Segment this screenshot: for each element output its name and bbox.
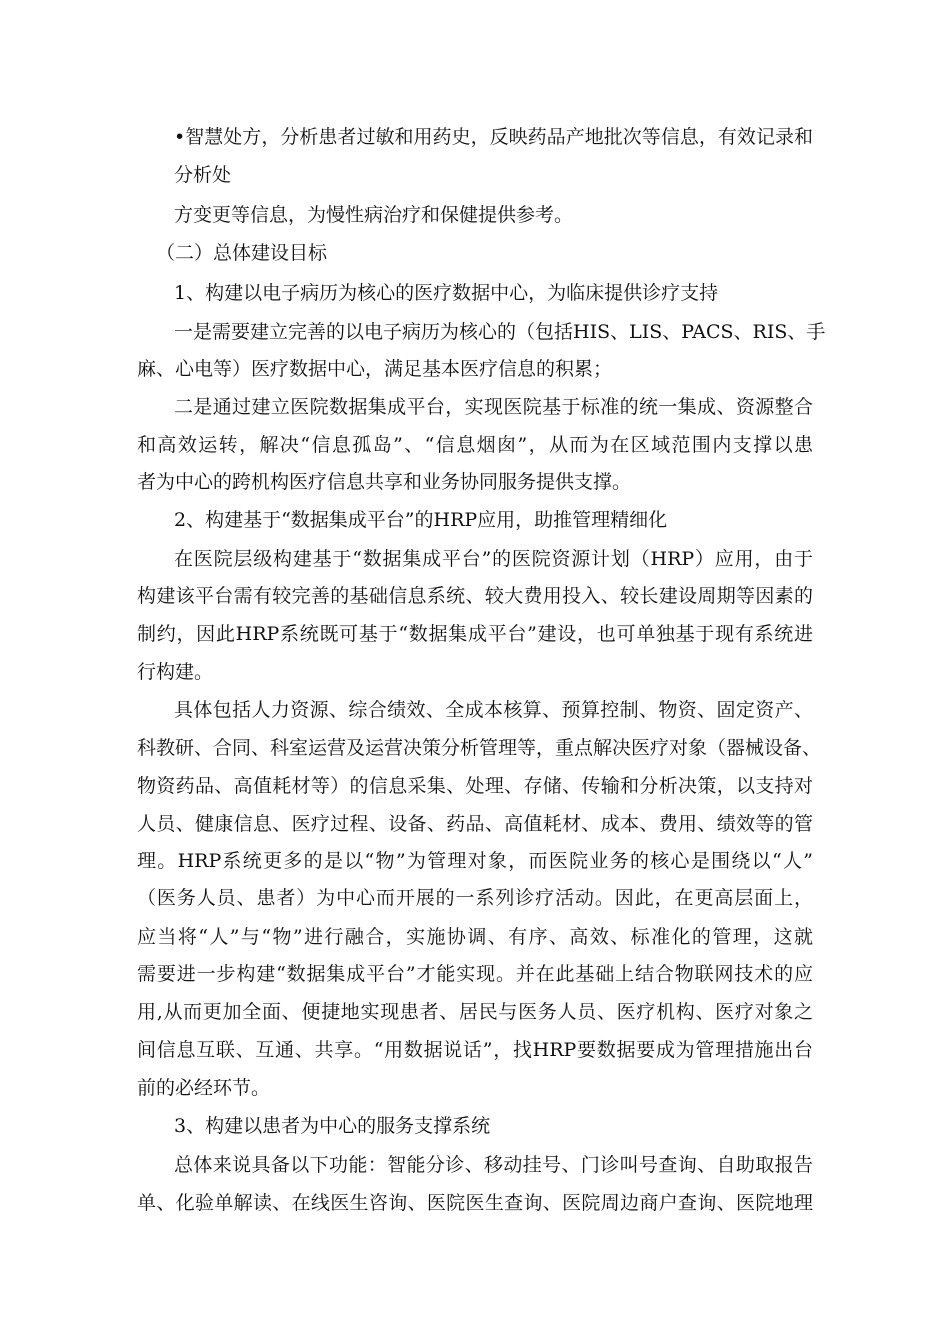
paragraph-line: 二是通过建立医院数据集成平台，实现医院基于标准的统一集成、资源整合 [174, 396, 813, 418]
paragraph-line: 在医院层级构建基于“数据集成平台”的医院资源计划（HRP）应用，由于 [174, 548, 813, 570]
paragraph-line: 用,从而更加全面、便捷地实现患者、居民与医务人员、医疗机构、医疗对象之 [137, 1001, 813, 1023]
paragraph-line: 者为中心的跨机构医疗信息共享和业务协同服务提供支撑。 [137, 471, 632, 493]
paragraph-line: 间信息互联、互通、共享。“用数据说话”，找HRP要数据要成为管理措施出台 [137, 1039, 813, 1061]
subsection-heading: 3、构建以患者为中心的服务支撑系统 [174, 1115, 491, 1137]
paragraph-line: •智慧处方，分析患者过敏和用药史，反映药品产地批次等信息，有效记录和 [174, 126, 813, 148]
paragraph-line: 和高效运转，解决“信息孤岛”、“信息烟囱”，从而为在区域范围内支撑以患 [137, 434, 813, 456]
paragraph-line: （医务人员、患者）为中心而开展的一系列诊疗活动。因此，在更高层面上， [137, 887, 813, 909]
subsection-heading: 1、构建以电子病历为核心的医疗数据中心，为临床提供诊疗支持 [174, 282, 719, 304]
paragraph-line: 麻、心电等）医疗数据中心，满足基本医疗信息的积累； [137, 358, 613, 380]
paragraph-line: 构建该平台需有较完善的基础信息系统、较大费用投入、较长建设周期等因素的 [137, 585, 813, 607]
paragraph-line: 理。HRP系统更多的是以“物”为管理对象，而医院业务的核心是围绕以“人” [137, 850, 813, 872]
paragraph-line: 总体来说具备以下功能：智能分诊、移动挂号、门诊叫号查询、自助取报告 [174, 1154, 813, 1176]
paragraph-line: 需要进一步构建“数据集成平台”才能实现。并在此基础上结合物联网技术的应 [137, 963, 813, 985]
paragraph-line: 一是需要建立完善的以电子病历为核心的（包括HIS、LIS、PACS、RIS、手 [174, 321, 826, 343]
paragraph-line: 行构建。 [137, 661, 214, 683]
section-heading: （二）总体建设目标 [156, 242, 328, 264]
subsection-heading: 2、构建基于“数据集成平台”的HRP应用，助推管理精细化 [174, 509, 668, 531]
paragraph-line: 方变更等信息，为慢性病治疗和保健提供参考。 [174, 204, 574, 226]
paragraph-line: 前的必经环节。 [137, 1077, 271, 1099]
paragraph-line: 人员、健康信息、医疗过程、设备、药品、高值耗材、成本、费用、绩效等的管 [137, 813, 813, 835]
paragraph-line: 具体包括人力资源、综合绩效、全成本核算、预算控制、物资、固定资产、 [174, 699, 813, 721]
paragraph-line: 科教研、合同、科室运营及运营决策分析管理等，重点解决医疗对象（器械设备、 [137, 737, 822, 759]
paragraph-line: 单、化验单解读、在线医生咨询、医院医生查询、医院周边商户查询、医院地理 [137, 1192, 813, 1214]
paragraph-line: 物资药品、高值耗材等）的信息采集、处理、存储、传输和分析决策，以支持对 [137, 775, 813, 797]
paragraph-line: 分析处 [174, 164, 232, 186]
paragraph-line: 应当将“人”与“物”进行融合，实施协调、有序、高效、标准化的管理，这就 [137, 926, 813, 948]
paragraph-line: 制约，因此HRP系统既可基于“数据集成平台”建设，也可单独基于现有系统进 [137, 623, 813, 645]
